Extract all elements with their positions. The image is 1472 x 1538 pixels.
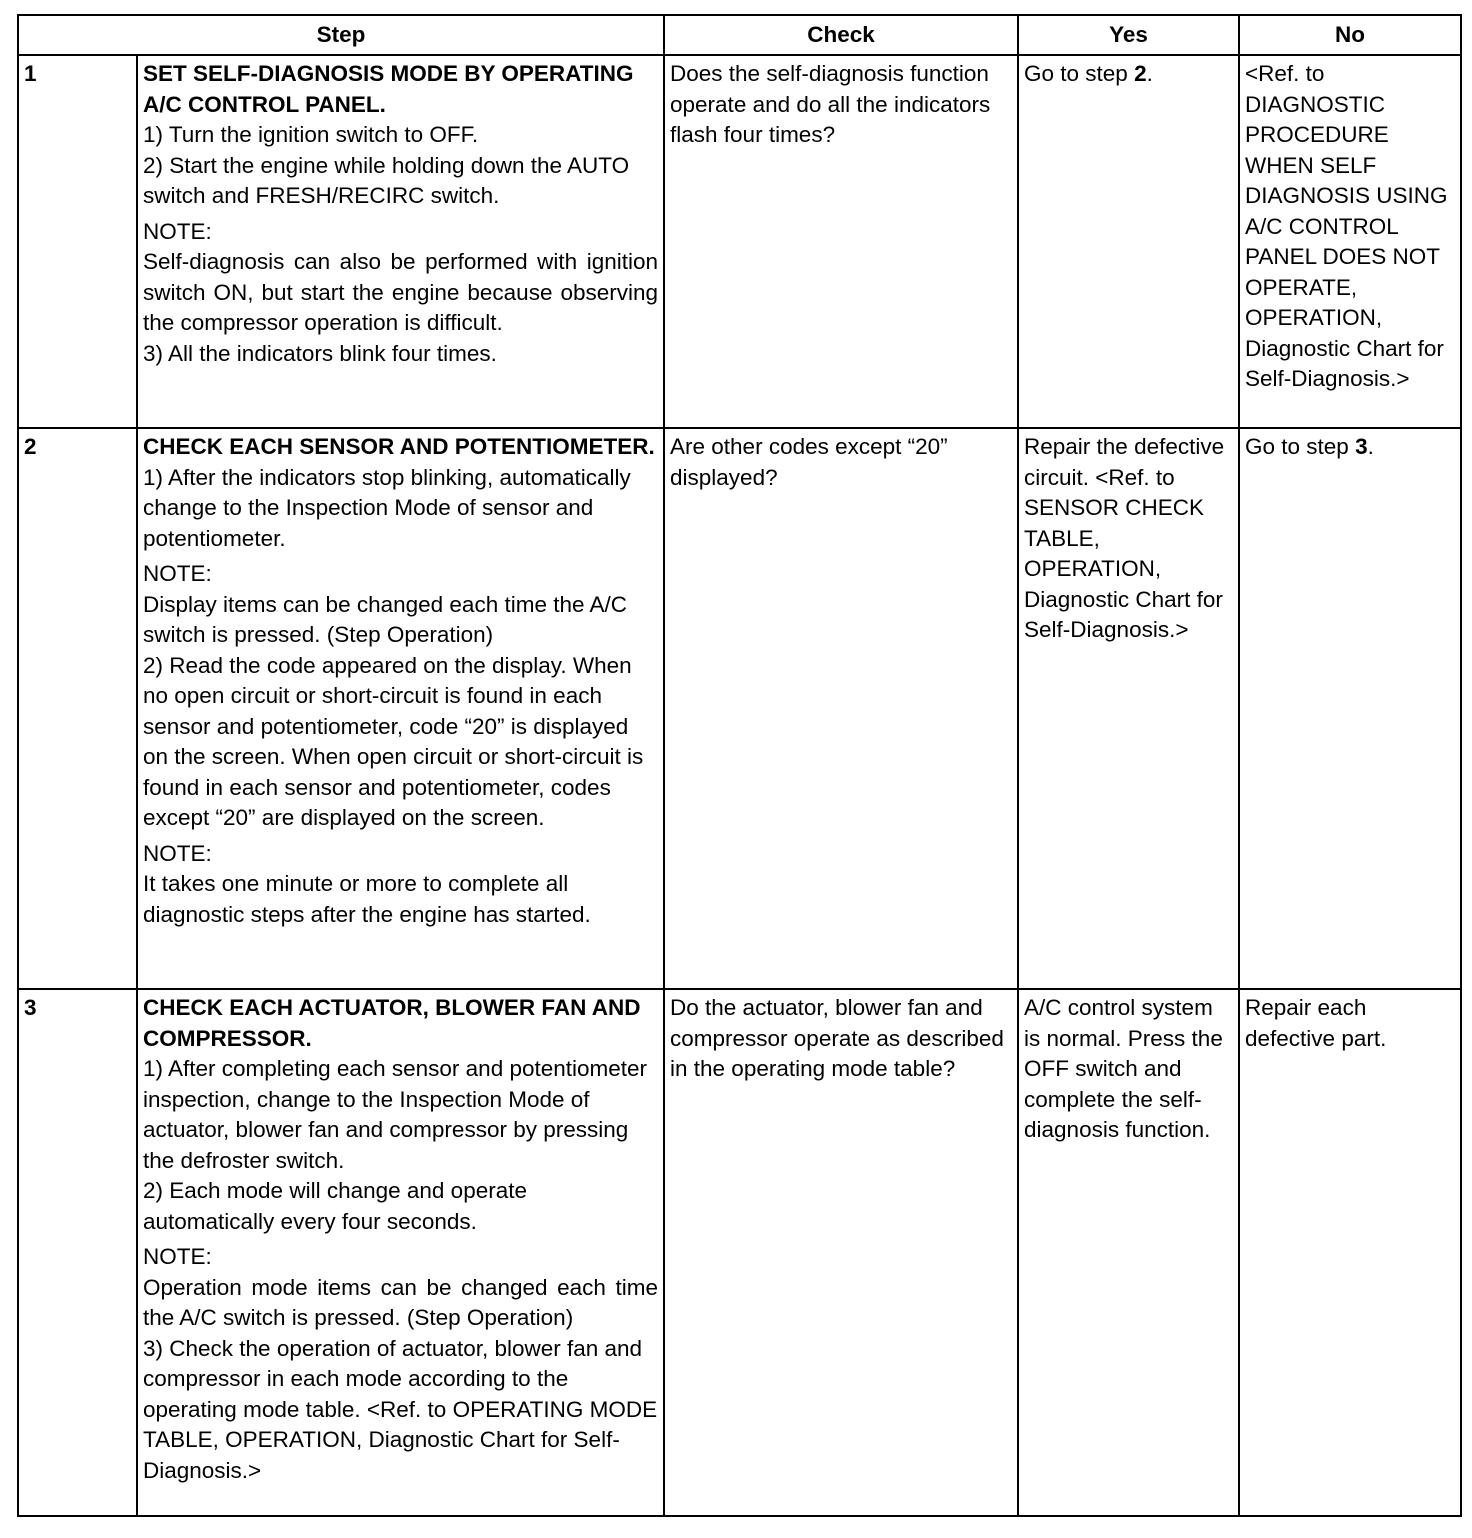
note-text: Self-diagnosis can also be performed with ignition switch ON, but start the engine because observing the compressor operation is difficult. [143,249,659,335]
table-row [18,428,1461,989]
yes-cell: A/C control system is normal. Press the OFF switch and complete the self-diagnosis function. [1018,989,1239,1516]
step-instruction: 1) After the indicators stop blinking, automatically change to the Inspection Mode of sensor and potentiometer. [143,464,631,551]
note-label: NOTE: [143,561,212,586]
no-cell: <Ref. to DIAGNOSTIC PROCEDURE WHEN SELF DIAGNOSIS USING A/C CONTROL PANEL DOES NOT OPERATE, OPERATION, Diagnostic Chart for Self-Diagnosis.> [1239,55,1461,428]
step-instruction: 3) Check the operation of actuator, blower fan and compressor in each mode according to the operating mode table. <Ref. to OPERATING MODE TABLE, OPERATION, Diagnostic Chart for Self-Diagnosis.> [143,1335,658,1483]
step-instruction: 2) Start the engine while holding down the AUTO switch and FRESH/RECIRC switch. [143,152,630,208]
no-text: Go to step [1245,434,1356,459]
yes-cell [1018,55,1239,428]
yes-step-ref[interactable]: 2 [1134,61,1147,86]
step-title: CHECK EACH SENSOR AND POTENTIOMETER. [143,434,655,459]
step-instruction: 2) Each mode will change and operate automatically every four seconds. [143,1178,527,1234]
yes-cell: Repair the defective circuit. <Ref. to SENSOR CHECK TABLE, OPERATION, Diagnostic Chart for Self-Diagnosis.> [1018,428,1239,989]
step-number: 2 [18,428,137,989]
no-text-end: . [1367,434,1374,459]
check-cell: Are other codes except “20” displayed? [664,428,1018,989]
yes-text: Go to step [1024,61,1135,86]
step-instruction: 3) All the indicators blink four times. [143,340,497,366]
table-row [18,989,1461,1516]
step-instruction: 1) After completing each sensor and potentiometer inspection, change to the Inspection Mode of actuator, blower fan and compressor by pressing the defroster switch. [143,1056,648,1173]
no-step-ref[interactable]: 3 [1355,434,1368,459]
step-number: 3 [18,989,137,1516]
step-number: 1 [18,55,137,428]
note-label: NOTE: [143,840,212,866]
yes-text-end: . [1146,61,1153,86]
header-no: No [1239,15,1461,55]
no-cell [1239,428,1461,989]
header-step: Step [18,15,664,55]
note-label: NOTE: [143,218,212,244]
table-header-row [18,15,1461,55]
no-cell: Repair each defective part. [1239,989,1461,1516]
check-cell: Do the actuator, blower fan and compressor operate as described in the operating mode table? [664,989,1018,1516]
note-text: Operation mode items can be changed each time the A/C switch is pressed. (Step Operation) [143,1274,659,1330]
table-row [18,55,1461,428]
note-text: Display items can be changed each time the A/C switch is pressed. (Step Operation) [143,591,628,647]
step-title: SET SELF-DIAGNOSIS MODE BY OPERATING A/C CONTROL PANEL. [143,61,634,117]
step-instruction: 1) Turn the ignition switch to OFF. [143,122,479,147]
step-title: CHECK EACH ACTUATOR, BLOWER FAN AND COMPRESSOR. [143,995,641,1051]
step-description [137,55,664,428]
step-description [137,428,664,989]
check-cell: Does the self-diagnosis function operate and do all the indicators flash four times? [664,55,1018,428]
diagnostic-table [17,14,1462,1517]
header-check: Check [664,15,1018,55]
note-text: It takes one minute or more to complete all diagnostic steps after the engine has started. [143,871,591,927]
header-yes: Yes [1018,15,1239,55]
step-instruction: 2) Read the code appeared on the display. When no open circuit or short-circuit is found in each sensor and potentiometer, code “20” is displayed on the screen. When open circuit or short-circuit is found in each sensor and potentiometer, codes except “20” are displayed on the screen. [143,652,644,830]
note-label: NOTE: [143,1244,212,1269]
step-description [137,989,664,1516]
